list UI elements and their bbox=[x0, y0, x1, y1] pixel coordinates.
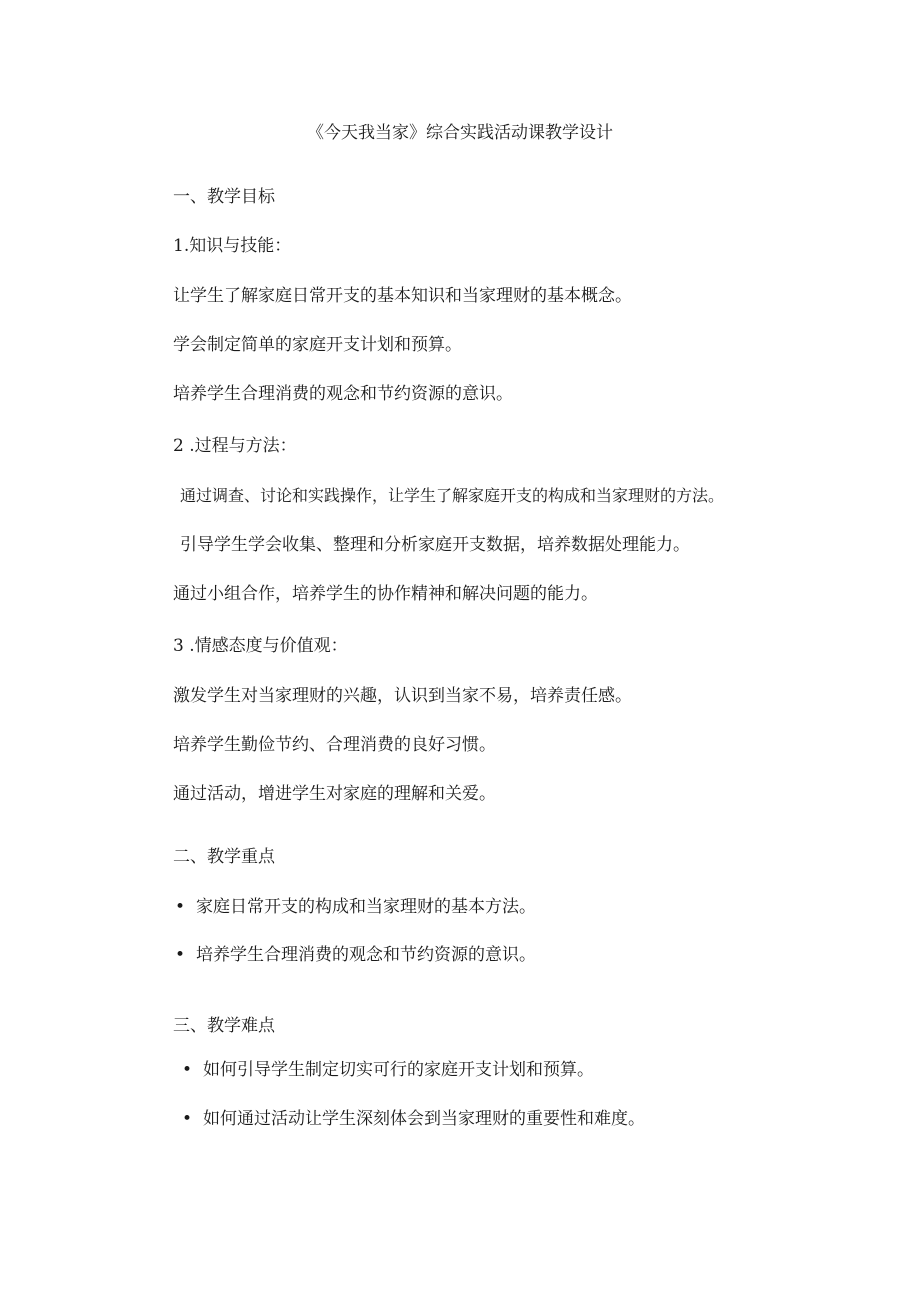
subheading-knowledge-skills: 1.知识与技能： bbox=[173, 236, 292, 256]
list-item: 家庭日常开支的构成和当家理财的基本方法。 bbox=[196, 897, 536, 917]
bullet-icon: • bbox=[175, 897, 186, 917]
paragraph: 培养学生勤俭节约、合理消费的良好习惯。 bbox=[173, 735, 496, 755]
paragraph: 引导学生学会收集、整理和分析家庭开支数据，培养数据处理能力。 bbox=[180, 535, 690, 555]
paragraph: 让学生了解家庭日常开支的基本知识和当家理财的基本概念。 bbox=[173, 286, 632, 306]
bullet-icon: • bbox=[182, 1109, 193, 1129]
section-heading-objectives: 一、教学目标 bbox=[173, 187, 275, 207]
paragraph: 通过小组合作，培养学生的协作精神和解决问题的能力。 bbox=[173, 584, 598, 604]
subheading-process-methods: 2 .过程与方法： bbox=[173, 436, 297, 456]
bullet-icon: • bbox=[182, 1060, 193, 1080]
paragraph: 学会制定简单的家庭开支计划和预算。 bbox=[173, 335, 462, 355]
section-heading-key-points: 二、教学重点 bbox=[173, 847, 275, 867]
paragraph: 通过调查、讨论和实践操作，让学生了解家庭开支的构成和当家理财的方法。 bbox=[180, 486, 725, 505]
section-heading-difficulties: 三、教学难点 bbox=[173, 1016, 275, 1036]
paragraph: 培养学生合理消费的观念和节约资源的意识。 bbox=[173, 384, 513, 404]
list-item: 如何引导学生制定切实可行的家庭开支计划和预算。 bbox=[203, 1060, 594, 1080]
subheading-emotions-values: 3 .情感态度与价值观： bbox=[173, 636, 348, 656]
bullet-icon: • bbox=[175, 945, 186, 965]
paragraph: 激发学生对当家理财的兴趣，认识到当家不易，培养责任感。 bbox=[173, 686, 632, 706]
list-item: 培养学生合理消费的观念和节约资源的意识。 bbox=[196, 945, 536, 965]
paragraph: 通过活动，增进学生对家庭的理解和关爱。 bbox=[173, 784, 496, 804]
document-title: 《今天我当家》综合实践活动课教学设计 bbox=[307, 123, 613, 143]
list-item: 如何通过活动让学生深刻体会到当家理财的重要性和难度。 bbox=[203, 1109, 645, 1129]
